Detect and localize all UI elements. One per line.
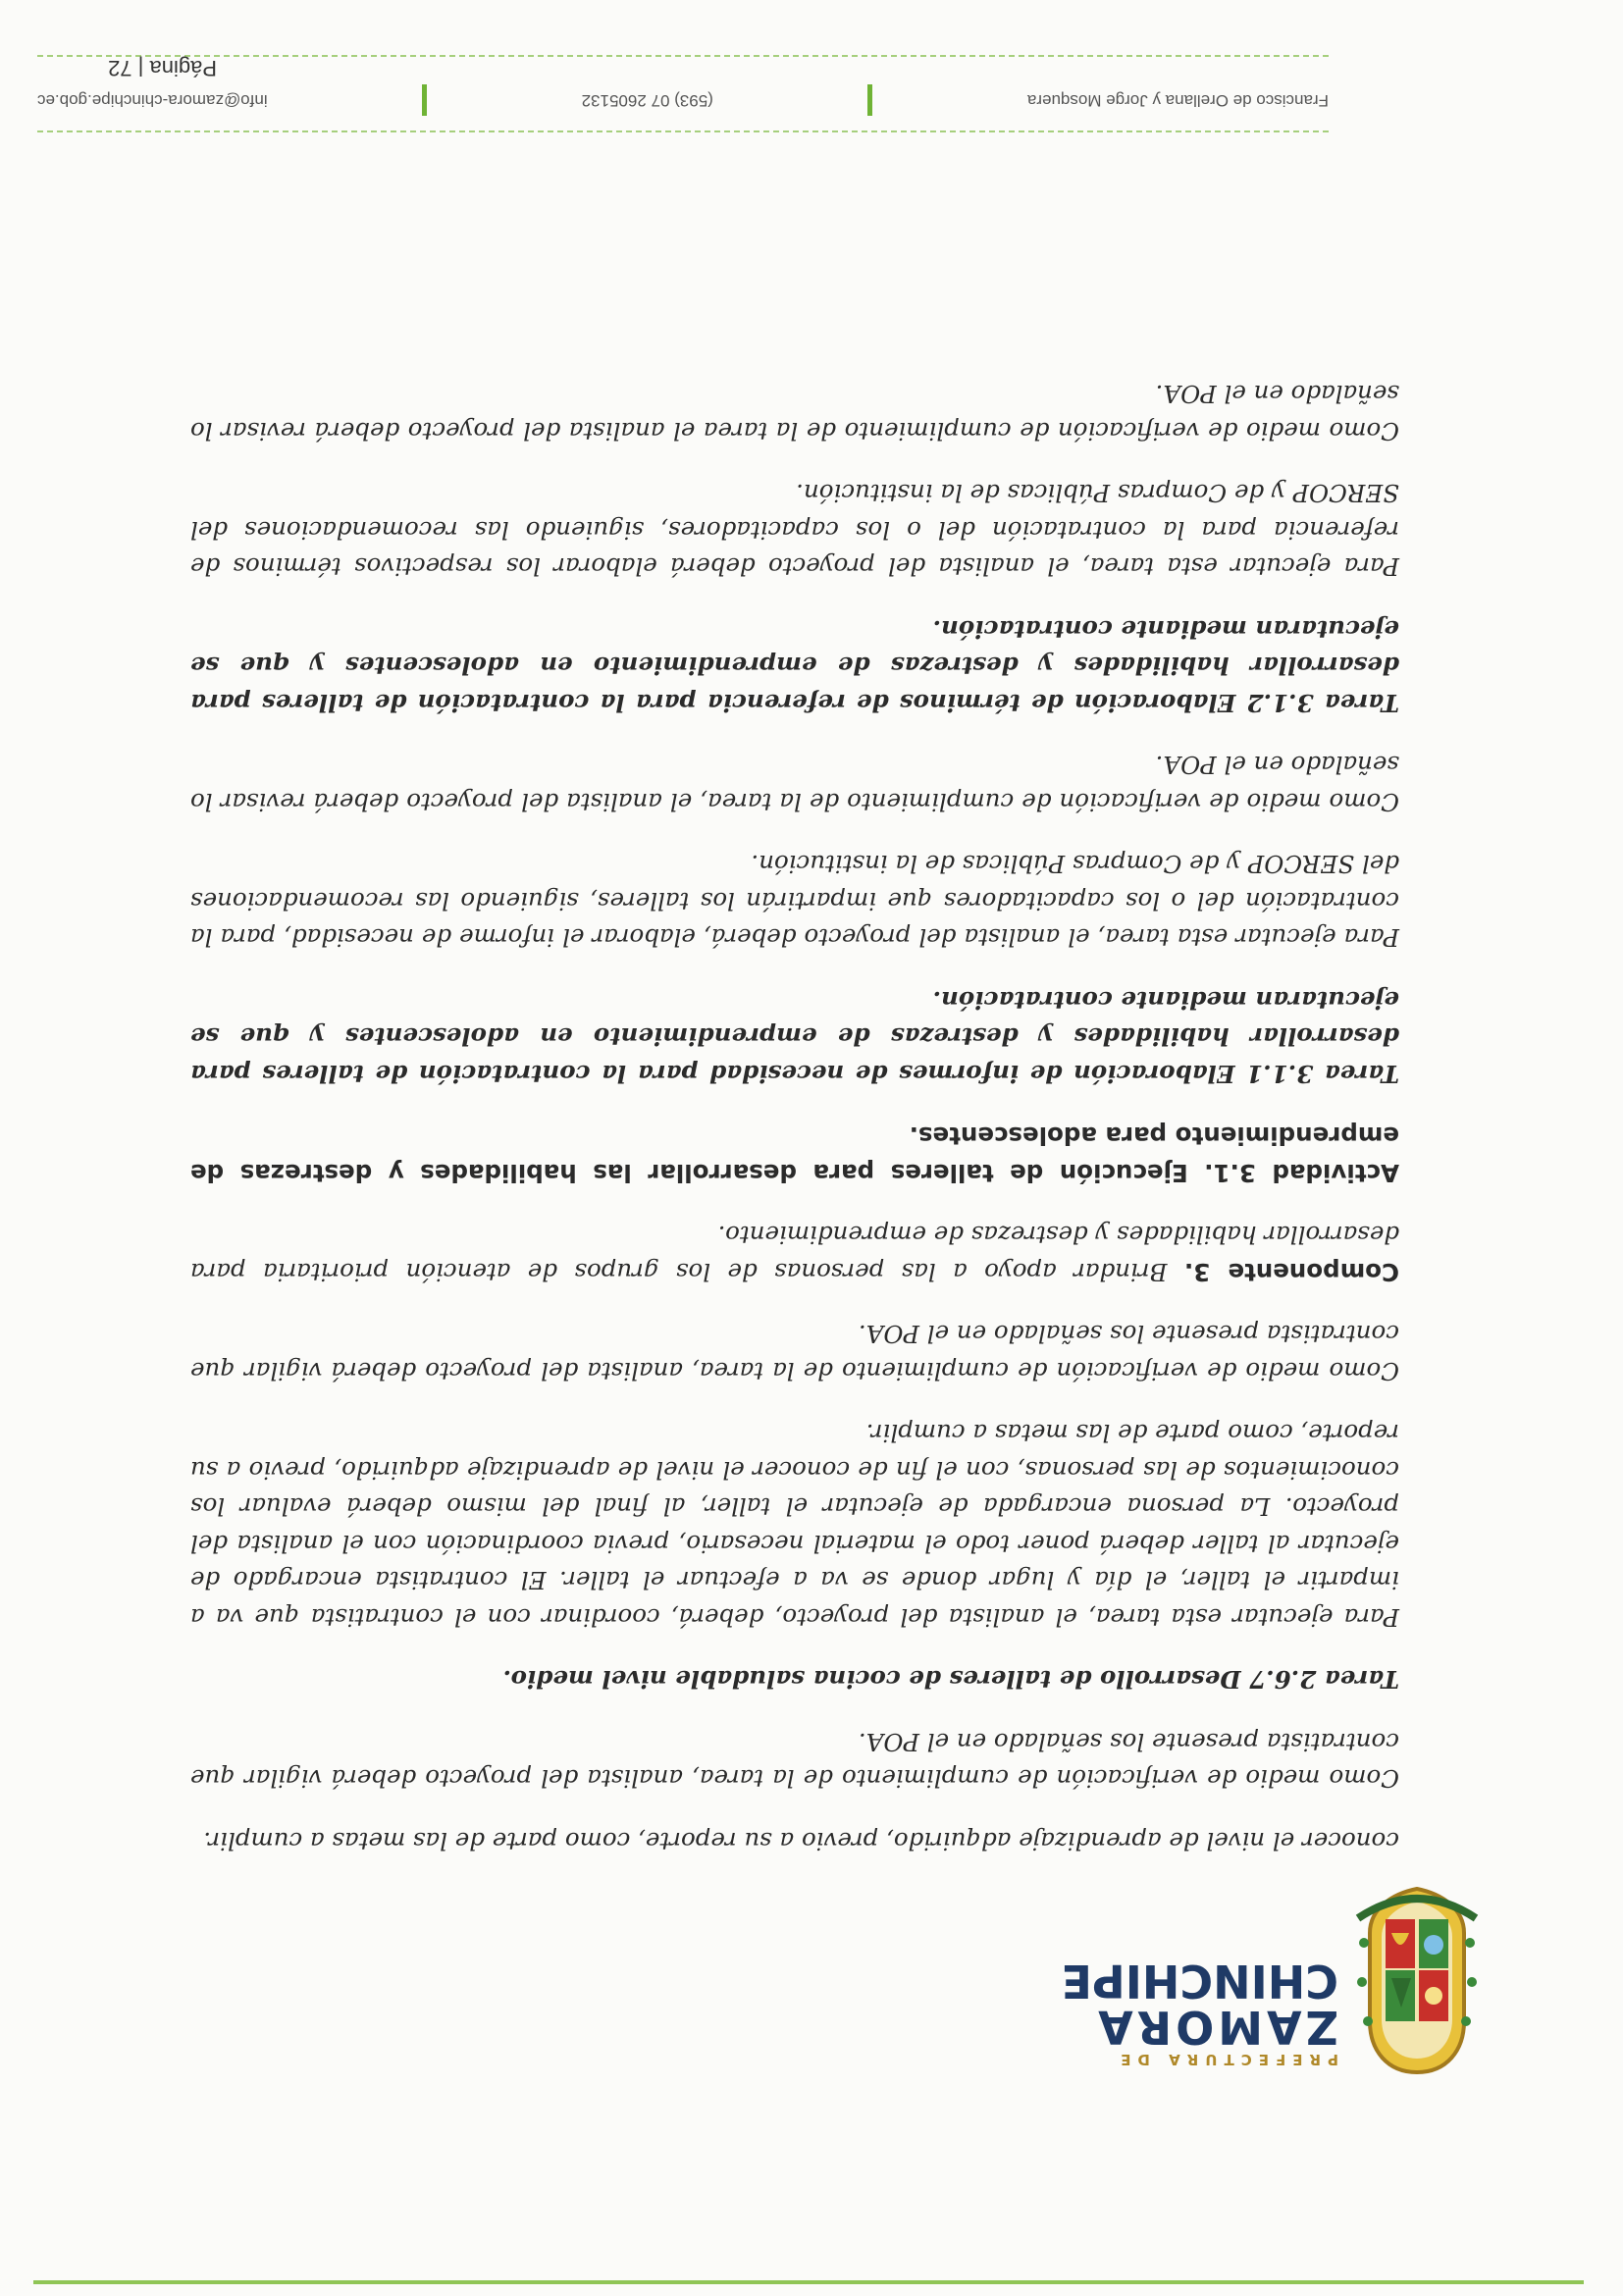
document-body — [190, 350, 1399, 1859]
footer-separator — [422, 84, 427, 116]
page-number: Página | 72 — [108, 56, 217, 80]
footer-divider — [37, 130, 1329, 132]
paragraph: Como medio de verificación de cumplimiento de la tarea, analista del proyecto deberá vigilar que contratista presente los señalado en el POA. — [190, 1728, 1399, 1794]
footer-separator — [867, 84, 872, 116]
brand-name-chinchipe: CHINCHIPE — [1061, 1954, 1338, 2008]
component-label: Componente 3. — [1183, 1258, 1399, 1286]
crest-icon — [1348, 1884, 1486, 2080]
task-heading: Tarea 3.1.1 Elaboración de informes de necesidad para la contratación de talleres para desarrollar habilidades y destrezas de emprendimiento en adolescentes y que se ejecutaran mediante contratación. — [190, 986, 1399, 1088]
footer-email: info@zamora-chinchipe.gob.ec — [37, 91, 268, 110]
footer-address: Francisco de Orellana y Jorge Mosquera — [1026, 91, 1329, 110]
component-heading — [190, 1217, 1399, 1290]
brand-name-zamora: ZAMORA — [1094, 2001, 1338, 2054]
task-heading: Tarea 2.6.7 Desarrollo de talleres de cocina saludable nivel medio. — [502, 1665, 1399, 1695]
paragraph: Para ejecutar esta tarea, el analista del proyecto deberá, elaborar el informe de necesidad, para la contratación del o los capacitadores que impartirán los talleres, siguiendo las recomendaciones del SERCOP y de Compras Públicas de la institución. — [190, 850, 1399, 953]
activity-heading: Actividad 3.1. Ejecución de talleres para desarrollar las habilidades y destrezas de emprendimiento para adolescentes. — [190, 1122, 1399, 1187]
brand-prefix: PREFECTURA DE — [1114, 2051, 1338, 2068]
component-text: Brindar apoyo a las personas de los grupos de atención prioritaria para desarrollar habilidades y destrezas de emprendimiento. — [190, 1221, 1399, 1286]
brand-wordmark — [1061, 1954, 1338, 2068]
paragraph: Como medio de verificación de cumplimiento de la tarea, el analista del proyecto deberá revisar lo señalado en el POA. — [190, 751, 1399, 816]
footer-divider-bottom — [37, 55, 1329, 57]
task-heading: Tarea 3.1.2 Elaboración de términos de referencia para la contratación de talleres para desarrollar habilidades y destrezas de emprendimiento en adolescentes y que se ejecutaran mediante contratación. — [190, 615, 1399, 717]
paragraph: Como medio de verificación de cumplimiento de la tarea el analista del proyecto deberá revisar lo señalado en el POA. — [190, 380, 1399, 445]
footer-phone: (593) 07 2605132 — [581, 91, 713, 110]
paragraph: conocer el nivel de aprendizaje adquirido, previo a su reporte, como parte de las metas a cumplir. — [203, 1827, 1399, 1855]
paragraph: Para ejecutar esta tarea, el analista del proyecto deberá elaborar los respectivos términos de referencia para la contratación del o los capacitadores, siguiendo las recomendaciones del SERCOP y de Compras Públicas de la institución. — [190, 479, 1399, 582]
paragraph: Como medio de verificación de cumplimiento de la tarea, analista del proyecto deberá vigilar que contratista presente los señalado en el POA. — [190, 1320, 1399, 1385]
footer — [37, 84, 1329, 116]
paragraph: Para ejecutar esta tarea, el analista del proyecto, deberá, coordinar con el contratista que va a impartir el taller, el día y lugar donde se va a efectuar el taller. El contratista encargado de ejecutar al taller deberá poner todo el material necesario, previa coordinación con el analista del proyecto. La persona encargada de ejecutar el taller, al final del mismo deberá evaluar los conocimientos de las personas, con el fin de conocer el nivel de aprendizaje adquirido, previo a su reporte, como parte de las metas a cumplir. — [190, 1419, 1399, 1632]
